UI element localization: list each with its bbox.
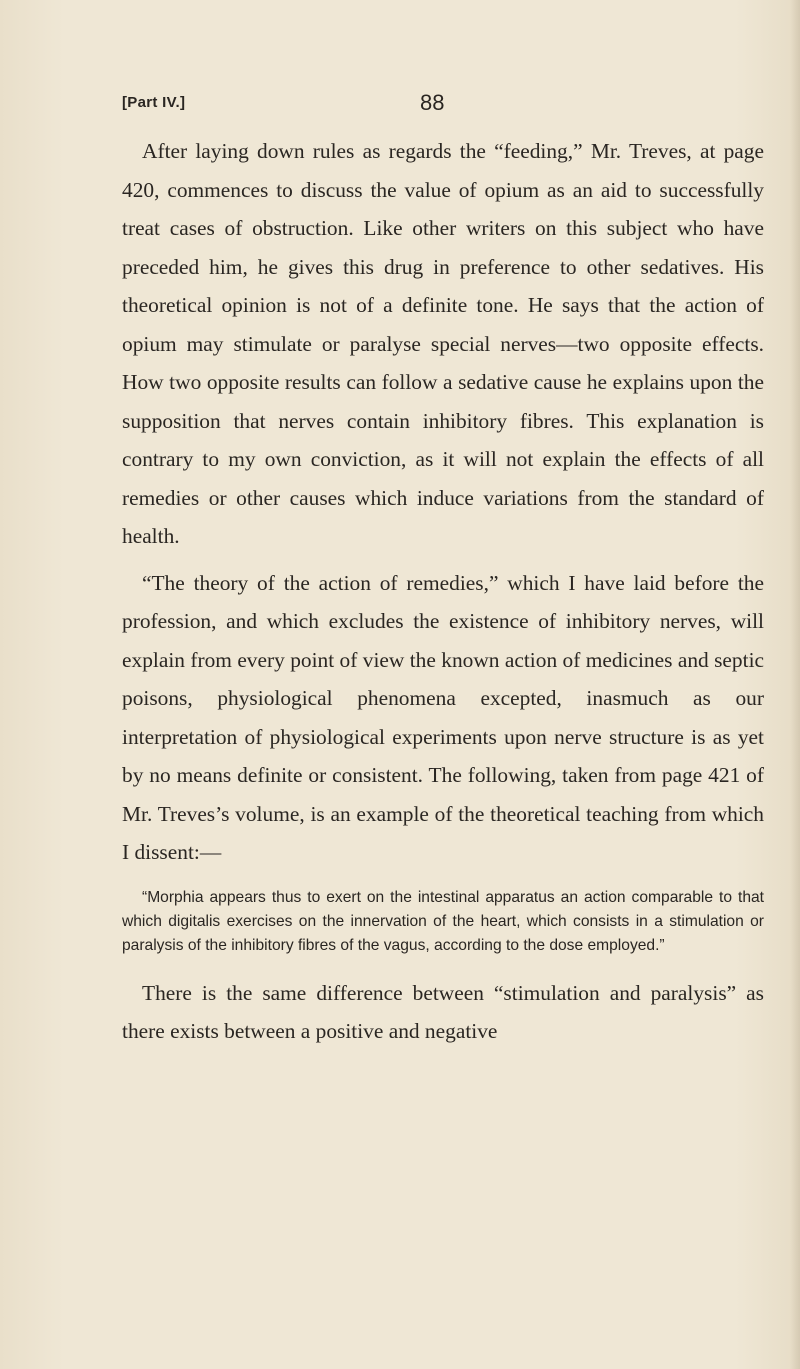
paragraph-opium-discussion: After laying down rules as regards the “feeding,” Mr. Treves, at page 420, commences to discuss the value of opium as an aid to successfully treat cases of obstruction. Like other writers on this subject who have preceded him, he gives this drug in preference to other sedatives. His theoretical opinion is not of a definite tone. He says that the action of opium may stimulate or paralyse special nerves—two opposite effects. How two opposite results can follow a sedative cause he explains upon the supposition that nerves contain inhibitory fibres. This explanation is contrary to my own conviction, as it will not explain the effects of all remedies or other causes which induce variations from the standard of health. (122, 139, 764, 548)
block-quote-morphia: “Morphia appears thus to exert on the intestinal apparatus an action comparable to that which digitalis exercises on the innervation of the heart, which consists in a stimulation or paralysis of the inhibitory fibres of the vagus, according to the dose employed.” (122, 888, 764, 954)
body-text (122, 132, 764, 1051)
page-edge-shadow (790, 0, 800, 1369)
page-number: 88 (420, 90, 445, 115)
part-label: [Part IV.] (122, 94, 186, 111)
page-header (122, 90, 762, 120)
paragraph-theory-of-remedies: “The theory of the action of remedies,” which I have laid before the profession, and which excludes the existence of inhibitory nerves, will explain from every point of view the known action of medicines and septic poisons, physiological phenomena excepted, inasmuch as our interpretation of physiological experiments upon nerve structure is as yet by no means definite or consistent. The following, taken from page 421 of Mr. Treves’s volume, is an example of the theoretical teaching from which I dissent:— (122, 570, 764, 864)
paragraph-closing: There is the same difference between “stimulation and paralysis” as there exists between a positive and negative (122, 980, 764, 1043)
